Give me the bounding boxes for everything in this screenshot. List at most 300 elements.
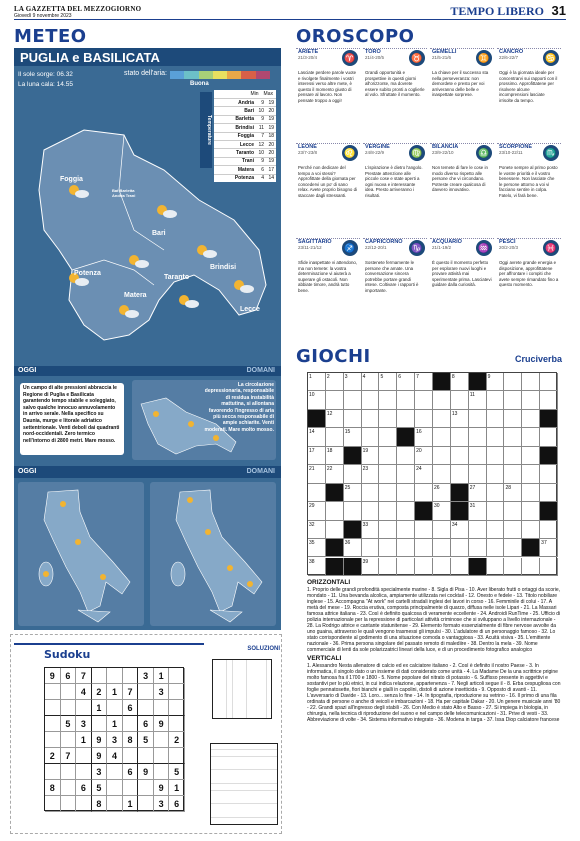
italy-today-label: OGGI [18, 468, 37, 475]
sudoku-cell[interactable] [138, 684, 154, 700]
solutions-panel [208, 643, 280, 829]
crossword-cell[interactable] [433, 373, 451, 391]
sudoku-cell[interactable]: 5 [92, 780, 108, 796]
region-title: PUGLIA e BASILICATA [14, 48, 281, 66]
crossword-cell[interactable] [487, 428, 505, 446]
crossword-grid [307, 372, 557, 575]
crossword-cell[interactable] [522, 502, 540, 520]
crossword-cell[interactable] [397, 410, 415, 428]
crossword-cell[interactable] [504, 539, 522, 557]
crossword-cell[interactable] [379, 428, 397, 446]
sign-capricorno [363, 238, 427, 330]
zodiac-icon: ♐ [342, 240, 358, 256]
sign-text: Grandi opportunità e prospettive in questi giorni all'orizzonte, ma dovrete essere subito pronti a coglierle al volo. Sfruttate il momento. [365, 70, 425, 98]
zodiac-icon: ♉ [409, 50, 425, 66]
crossword-cell[interactable] [415, 410, 433, 428]
sudoku-cell[interactable] [169, 716, 185, 732]
crossword-cell[interactable] [344, 391, 362, 409]
crossword-cell[interactable] [397, 391, 415, 409]
crossword-cell[interactable] [415, 539, 433, 557]
crossword-cell[interactable]: 11 [469, 391, 487, 409]
sudoku-cell[interactable]: 6 [169, 796, 185, 812]
crossword-cell[interactable] [522, 428, 540, 446]
crossword-cell[interactable] [326, 539, 344, 557]
crossword-cell[interactable] [397, 447, 415, 465]
crossword-cell[interactable] [397, 539, 415, 557]
crossword-cell[interactable] [504, 373, 522, 391]
crossword-cell[interactable]: 22 [326, 465, 344, 483]
sudoku-cell[interactable] [154, 764, 170, 780]
crossword-cell[interactable] [379, 521, 397, 539]
crossword-cell[interactable] [451, 391, 469, 409]
sudoku-cell[interactable] [61, 796, 77, 812]
crossword-cell[interactable] [504, 502, 522, 520]
crossword-cell[interactable] [433, 465, 451, 483]
city-lecce: Lecce [240, 306, 260, 313]
sudoku-title: Sudoku [44, 648, 91, 661]
crossword-cell[interactable] [362, 428, 380, 446]
sudoku-cell[interactable]: 3 [138, 668, 154, 684]
max-temp: 18 [268, 133, 274, 140]
min-temp: 6 [261, 166, 264, 173]
crossword-cell[interactable]: 10 [308, 391, 326, 409]
crossword-cell[interactable] [379, 391, 397, 409]
crossword-cell[interactable] [469, 539, 487, 557]
sign-name: LEONE [298, 144, 317, 150]
crossword-cell[interactable] [433, 428, 451, 446]
sudoku-cell[interactable] [154, 700, 170, 716]
crossword-cell[interactable] [487, 558, 505, 576]
air-scale-step [256, 71, 270, 79]
crossword-cell[interactable] [362, 539, 380, 557]
crossword-cell[interactable] [487, 391, 505, 409]
sudoku-cell[interactable]: 8 [92, 796, 108, 812]
zodiac-icon: ♑ [409, 240, 425, 256]
crossword-cell[interactable] [469, 521, 487, 539]
crossword-cell[interactable]: 24 [415, 465, 433, 483]
forecast-band [14, 366, 281, 376]
sudoku-cell[interactable]: 2 [169, 732, 185, 748]
sign-name: ACQUARIO [432, 239, 462, 245]
crossword-cell[interactable] [344, 558, 362, 576]
sign-text: Ponete sempre al primo posto le vostre priorità e il vostro benessere. Non lasciate che le persone attorno a voi vi facciano sentire in colpa. Fatelo, vi farà bene. [499, 165, 558, 198]
crossword-cell[interactable]: 31 [469, 502, 487, 520]
crossword-cell[interactable] [433, 521, 451, 539]
crossword-cell[interactable] [522, 447, 540, 465]
sudoku-cell[interactable]: 6 [123, 700, 139, 716]
sign-name: BILANCIA [432, 144, 459, 150]
crossword-cell[interactable] [308, 484, 326, 502]
crossword-cell[interactable] [469, 410, 487, 428]
crossword-cell[interactable] [540, 391, 558, 409]
sudoku-cell[interactable] [154, 732, 170, 748]
sudoku-cell[interactable]: 3 [154, 796, 170, 812]
crossword-cell[interactable]: 36 [344, 539, 362, 557]
sign-dates: 21/4-20/5 [365, 55, 385, 60]
sign-text: L'ispirazione è dietro l'angolo. Prestate attenzione alle piccole cose e state aperti a ogni nuova e interessante idea. Presto arriveranno i risultati. [365, 165, 423, 198]
crossword-cell[interactable]: 38 [308, 558, 326, 576]
sudoku-cell[interactable]: 3 [76, 716, 92, 732]
crossword-cell[interactable] [415, 484, 433, 502]
city-potenza: Potenza [74, 270, 101, 277]
max-temp: 19 [268, 124, 274, 131]
crossword-cell[interactable]: 9 [487, 373, 505, 391]
sudoku-cell[interactable] [123, 668, 139, 684]
crossword-cell[interactable]: 17 [308, 447, 326, 465]
page-number: 31 [551, 3, 566, 18]
crossword-cell[interactable] [379, 447, 397, 465]
crossword-cell[interactable]: 4 [362, 373, 380, 391]
crossword-cell[interactable] [397, 502, 415, 520]
crossword-cell[interactable] [397, 521, 415, 539]
crossword-cell[interactable] [326, 558, 344, 576]
sudoku-cell[interactable]: 9 [154, 716, 170, 732]
publication-name: LA GAZZETTA DEL MEZZOGIORNO [14, 5, 142, 13]
sudoku-cell[interactable]: 1 [154, 668, 170, 684]
crossword-cell[interactable] [415, 391, 433, 409]
sudoku-cell[interactable]: 3 [154, 684, 170, 700]
crossword-cell[interactable]: 23 [362, 465, 380, 483]
crossword-cell[interactable]: 16 [415, 428, 433, 446]
crossword-cell[interactable]: 13 [451, 410, 469, 428]
sudoku-cell[interactable] [169, 684, 185, 700]
crossword-cell[interactable] [362, 484, 380, 502]
sudoku-cell[interactable]: 7 [123, 684, 139, 700]
sign-ariete [296, 48, 360, 140]
sudoku-cell[interactable] [61, 684, 77, 700]
crossword-cell[interactable]: 39 [362, 558, 380, 576]
sign-name: CANCRO [499, 49, 524, 55]
sudoku-cell[interactable]: 9 [45, 668, 61, 684]
sudoku-cell[interactable] [61, 780, 77, 796]
crossword-cell[interactable] [326, 484, 344, 502]
crossword-cell[interactable] [379, 410, 397, 428]
crossword-cell[interactable] [487, 539, 505, 557]
sudoku-cell[interactable] [169, 748, 185, 764]
sudoku-cell[interactable]: 5 [138, 732, 154, 748]
crossword-cell[interactable] [433, 539, 451, 557]
crossword-cell[interactable] [326, 502, 344, 520]
crossword-cell[interactable] [451, 502, 469, 520]
crossword-cell[interactable] [308, 410, 326, 428]
sudoku-cell[interactable]: 2 [92, 684, 108, 700]
crossword-cell[interactable] [469, 373, 487, 391]
air-scale-step [227, 71, 241, 79]
zodiac-icon: ♊ [476, 50, 492, 66]
sudoku-cell[interactable]: 4 [76, 684, 92, 700]
crossword-cell[interactable] [344, 502, 362, 520]
sudoku-cell[interactable] [107, 668, 123, 684]
crossword-cell[interactable] [469, 428, 487, 446]
crossword-cell[interactable]: 28 [504, 484, 522, 502]
crossword-cell[interactable] [379, 539, 397, 557]
sudoku-cell[interactable]: 1 [107, 716, 123, 732]
sign-acquario [430, 238, 494, 330]
sign-dates: 24/8-22/9 [365, 150, 385, 155]
sudoku-cell[interactable] [45, 796, 61, 812]
sudoku-cell[interactable] [76, 796, 92, 812]
crossword-cell[interactable] [433, 558, 451, 576]
sign-dates: 23/9-22/10 [432, 150, 454, 155]
sign-text: Sfide inaspettate vi attendono, ma non temete: la vostra determinazione vi aiuterà a superare gli ostacoli. Non abbiate timore, andrà tutto bene. [298, 260, 358, 293]
crossword-cell[interactable]: 18 [326, 447, 344, 465]
crossword-cell[interactable]: 20 [415, 447, 433, 465]
sudoku-cell[interactable] [154, 748, 170, 764]
sudoku-cell[interactable]: 5 [169, 764, 185, 780]
sudoku-cell[interactable]: 9 [138, 764, 154, 780]
crossword-cell[interactable] [522, 521, 540, 539]
sudoku-cell[interactable] [45, 716, 61, 732]
crossword-cell[interactable] [487, 521, 505, 539]
max-temp: 14 [268, 175, 274, 182]
crossword-cell[interactable] [487, 502, 505, 520]
crossword-cell[interactable] [522, 465, 540, 483]
across-label: ORIZZONTALI [307, 579, 351, 586]
crossword-cell[interactable] [522, 484, 540, 502]
crossword-cell[interactable]: 29 [308, 502, 326, 520]
sudoku-cell[interactable] [76, 764, 92, 780]
crossword-cell[interactable]: 15 [344, 428, 362, 446]
crossword-cell[interactable]: 30 [433, 502, 451, 520]
crossword-cell[interactable]: 1 [308, 373, 326, 391]
crossword-cell[interactable]: 27 [469, 484, 487, 502]
sign-name: TORO [365, 49, 381, 55]
crossword-cell[interactable] [397, 428, 415, 446]
sudoku-cell[interactable] [76, 700, 92, 716]
crossword-cell[interactable]: 7 [415, 373, 433, 391]
crossword-cell[interactable] [415, 502, 433, 520]
crossword-cell[interactable] [362, 391, 380, 409]
sudoku-solution-grid [212, 659, 272, 719]
sudoku-cell[interactable]: 3 [107, 732, 123, 748]
min-header: Min [250, 91, 259, 97]
sudoku-cell[interactable] [138, 700, 154, 716]
crossword-cell[interactable] [451, 558, 469, 576]
crossword-cell[interactable] [504, 465, 522, 483]
crossword-cell[interactable] [344, 410, 362, 428]
zodiac-icon: ♋ [543, 50, 559, 66]
crossword-cell[interactable]: 35 [308, 539, 326, 557]
sudoku-cell[interactable]: 1 [169, 780, 185, 796]
crossword-cell[interactable] [522, 391, 540, 409]
sudoku-cell[interactable] [61, 732, 77, 748]
crossword-cell[interactable] [487, 465, 505, 483]
crossword-cell[interactable] [487, 447, 505, 465]
crossword-cell[interactable] [344, 465, 362, 483]
crossword-cell[interactable] [415, 558, 433, 576]
sudoku-cell[interactable] [138, 748, 154, 764]
crossword-cell[interactable]: 34 [451, 521, 469, 539]
crossword-cell[interactable] [397, 558, 415, 576]
crossword-solution-grid [210, 743, 278, 825]
crossword-cell[interactable] [522, 373, 540, 391]
min-temp: 9 [261, 99, 264, 106]
sudoku-cell[interactable] [123, 716, 139, 732]
zodiac-icon: ♓ [543, 240, 559, 256]
crossword-cell[interactable] [540, 521, 558, 539]
crossword-cell[interactable] [379, 484, 397, 502]
sudoku-cell[interactable]: 6 [76, 780, 92, 796]
crossword-cell[interactable] [451, 428, 469, 446]
sudoku-cell[interactable] [123, 780, 139, 796]
crossword-cell[interactable] [433, 410, 451, 428]
sudoku-cell[interactable] [138, 780, 154, 796]
sudoku-cell[interactable] [123, 748, 139, 764]
crossword-cell[interactable] [540, 465, 558, 483]
crossword-cell[interactable] [540, 502, 558, 520]
zodiac-icon: ♈ [342, 50, 358, 66]
sudoku-cell[interactable] [45, 764, 61, 780]
sudoku-cell[interactable] [92, 668, 108, 684]
sudoku-cell[interactable] [107, 780, 123, 796]
crossword-cell[interactable] [433, 447, 451, 465]
crossword-cell[interactable]: 6 [397, 373, 415, 391]
crossword-cell[interactable]: 3 [344, 373, 362, 391]
games-title: GIOCHI [296, 346, 371, 367]
crossword-cell[interactable] [326, 428, 344, 446]
crossword-cell[interactable] [522, 558, 540, 576]
city-brindisi: Brindisi [210, 264, 237, 271]
crossword-cell[interactable] [379, 465, 397, 483]
min-temp: 12 [258, 141, 264, 148]
sudoku-cell[interactable]: 8 [45, 780, 61, 796]
crossword-cell[interactable]: 5 [379, 373, 397, 391]
crossword-cell[interactable] [504, 558, 522, 576]
sudoku-cell[interactable]: 5 [61, 716, 77, 732]
sudoku-cell[interactable] [61, 764, 77, 780]
crossword-cell[interactable]: 32 [308, 521, 326, 539]
sudoku-cell[interactable] [169, 700, 185, 716]
crossword-cell[interactable] [540, 484, 558, 502]
sudoku-cell[interactable] [45, 732, 61, 748]
air-scale-step [170, 71, 184, 79]
sudoku-cell[interactable] [45, 684, 61, 700]
sudoku-cell[interactable]: 9 [92, 748, 108, 764]
temperature-label: Temperature [200, 92, 212, 168]
sudoku-cell[interactable]: 1 [92, 700, 108, 716]
crossword-cell[interactable]: 25 [344, 484, 362, 502]
crossword-cell[interactable] [504, 428, 522, 446]
crossword-cell[interactable] [504, 410, 522, 428]
crossword-cell[interactable] [451, 484, 469, 502]
crossword-cell[interactable] [469, 447, 487, 465]
sudoku-cell[interactable] [138, 796, 154, 812]
crossword-cell[interactable] [433, 391, 451, 409]
sign-bilancia [430, 143, 494, 235]
crossword-cell[interactable] [379, 502, 397, 520]
min-temp: 11 [258, 124, 264, 131]
sudoku-cell[interactable]: 1 [76, 732, 92, 748]
crossword-cell[interactable] [540, 410, 558, 428]
sign-name: VERGINE [365, 144, 390, 150]
sign-leone [296, 143, 360, 235]
crossword-cell[interactable] [362, 410, 380, 428]
crossword-cell[interactable]: 26 [433, 484, 451, 502]
crossword-cell[interactable] [540, 373, 558, 391]
sudoku-cell[interactable]: 7 [76, 668, 92, 684]
crossword-cell[interactable] [504, 447, 522, 465]
sudoku-cell[interactable] [107, 700, 123, 716]
crossword-cell[interactable] [379, 558, 397, 576]
crossword-cell[interactable] [326, 521, 344, 539]
sudoku-cell[interactable]: 3 [92, 764, 108, 780]
city-name: Foggia [237, 133, 254, 140]
crossword-cell[interactable] [344, 447, 362, 465]
crossword-cell[interactable] [415, 521, 433, 539]
sudoku-cell[interactable]: 6 [61, 668, 77, 684]
crossword-cell[interactable] [451, 447, 469, 465]
crossword-cell[interactable] [451, 539, 469, 557]
crossword-cell[interactable]: 19 [362, 447, 380, 465]
sudoku-cell[interactable] [45, 700, 61, 716]
sudoku-cell[interactable]: 6 [138, 716, 154, 732]
crossword-cell[interactable] [504, 521, 522, 539]
crossword-cell[interactable] [326, 391, 344, 409]
sign-cancro [497, 48, 561, 140]
sudoku-cell[interactable]: 7 [61, 748, 77, 764]
crossword-cell[interactable]: 33 [362, 521, 380, 539]
solutions-label: SOLUZIONI [247, 646, 280, 652]
crossword-cell[interactable] [469, 558, 487, 576]
sudoku-cell[interactable] [76, 748, 92, 764]
sudoku-cell[interactable] [92, 716, 108, 732]
sudoku-cell[interactable]: 1 [123, 796, 139, 812]
crossword-cell[interactable] [522, 410, 540, 428]
sudoku-grid [44, 667, 184, 811]
crossword-cell[interactable]: 2 [326, 373, 344, 391]
crossword-cell[interactable] [504, 391, 522, 409]
crossword-cell[interactable]: 37 [540, 539, 558, 557]
city-name: Barletta [235, 116, 254, 123]
sudoku-cell[interactable]: 9 [154, 780, 170, 796]
sign-name: PESCI [499, 239, 516, 245]
crossword-cell[interactable] [344, 521, 362, 539]
crossword-cell[interactable] [397, 484, 415, 502]
sudoku-cell[interactable]: 2 [45, 748, 61, 764]
crossword-cell[interactable] [540, 447, 558, 465]
crossword-cell[interactable] [451, 465, 469, 483]
crossword-cell[interactable] [522, 539, 540, 557]
crossword-cell[interactable]: 8 [451, 373, 469, 391]
max-temp: 20 [268, 141, 274, 148]
crossword-cell[interactable] [397, 465, 415, 483]
city-name: Brindisi [235, 124, 254, 131]
sudoku-cell[interactable]: 4 [107, 748, 123, 764]
sudoku-cell[interactable] [107, 764, 123, 780]
sudoku-cell[interactable]: 8 [123, 732, 139, 748]
crossword-cell[interactable] [487, 410, 505, 428]
crossword-cell[interactable]: 14 [308, 428, 326, 446]
sign-text: Sostenete fermamente le persone che amate. Una conversazione sincera potrebbe portare grandi intese. Coltivare i rapporti è importante. [365, 260, 419, 293]
sign-name: SCORPIONE [499, 144, 533, 150]
crossword-cell[interactable] [540, 428, 558, 446]
crossword-cell[interactable]: 12 [326, 410, 344, 428]
meteo-panel [14, 48, 281, 466]
italy-today-map [18, 482, 144, 626]
sudoku-cell[interactable]: 6 [123, 764, 139, 780]
crossword-cell[interactable] [469, 465, 487, 483]
sudoku-cell[interactable]: 9 [92, 732, 108, 748]
italy-tomorrow-shape [150, 482, 276, 626]
sudoku-cell[interactable] [61, 700, 77, 716]
sudoku-cell[interactable] [169, 668, 185, 684]
crossword-cell[interactable] [362, 502, 380, 520]
crossword-cell[interactable] [487, 484, 505, 502]
crossword-cell[interactable]: 21 [308, 465, 326, 483]
sudoku-cell[interactable] [107, 796, 123, 812]
sudoku-cell[interactable]: 1 [107, 684, 123, 700]
crossword-cell[interactable] [540, 558, 558, 576]
